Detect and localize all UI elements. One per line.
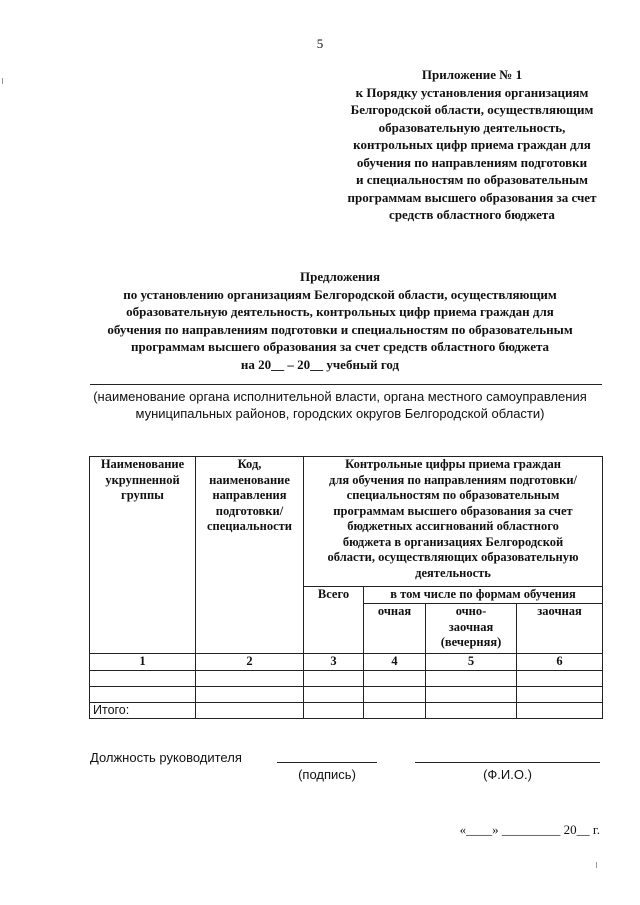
table-cell[interactable] xyxy=(517,702,603,719)
col-number: 5 xyxy=(426,654,517,671)
table-cell[interactable] xyxy=(304,702,364,719)
organ-caption-line: (наименование органа исполнительной власти, органа местного самоуправления xyxy=(93,389,587,404)
col-number: 6 xyxy=(517,654,603,671)
signature-caption: (подпись) xyxy=(298,767,356,782)
col-group-name-header: Наименование укрупненной группы xyxy=(90,457,196,654)
proposal-line: программам высшего образования за счет средств областного бюджета xyxy=(130,339,550,354)
table-cell[interactable] xyxy=(364,686,426,702)
col-part-time-header: очно- заочная (вечерняя) xyxy=(426,604,517,654)
col-number: 1 xyxy=(90,654,196,671)
academic-year: на 20__ – 20__ учебный год xyxy=(240,357,400,372)
col-code-header: Код, наименование направления подготовки/ специальности xyxy=(196,457,304,654)
col-full-time-header: очная xyxy=(364,604,426,654)
appendix-line: к Порядку установления организациям xyxy=(355,84,589,100)
table-cell[interactable] xyxy=(304,686,364,702)
forms-header: в том числе по формам обучения xyxy=(364,587,603,604)
appendix-line: и специальностям по образовательным xyxy=(356,172,588,187)
table-cell[interactable] xyxy=(90,686,196,702)
proposal-title: Предложения xyxy=(299,269,381,284)
col-distance-header: заочная xyxy=(517,604,603,654)
admission-table xyxy=(89,456,603,719)
col-total-header: Всего xyxy=(304,587,364,654)
appendix-line: средств областного бюджета xyxy=(389,207,555,222)
table-cell[interactable] xyxy=(364,702,426,719)
table-cell[interactable] xyxy=(196,702,304,719)
total-row-label: Итого: xyxy=(90,702,196,719)
table-cell[interactable] xyxy=(517,670,603,686)
page-number: 5 xyxy=(316,36,324,51)
organ-name-line[interactable] xyxy=(90,384,602,385)
table-cell[interactable] xyxy=(426,670,517,686)
appendix-line: Приложение № 1 xyxy=(421,67,523,82)
appendix-header xyxy=(330,66,614,224)
table-cell[interactable] xyxy=(196,686,304,702)
proposal-line: образовательную деятельность, контрольных цифр приема граждан для xyxy=(126,304,554,319)
scan-mark xyxy=(596,862,597,868)
proposal-line: обучения по направлениям подготовки и специальностям по образовательным xyxy=(107,321,573,337)
table-cell[interactable] xyxy=(364,670,426,686)
organ-caption-line: муниципальных районов, городских округов Белгородской области) xyxy=(135,406,545,421)
signature-line[interactable] xyxy=(277,762,377,763)
appendix-line: программам высшего образования за счет xyxy=(347,189,597,205)
table-row xyxy=(90,670,603,686)
organ-caption xyxy=(40,388,640,422)
scan-mark xyxy=(2,78,3,84)
full-name-line[interactable] xyxy=(415,762,600,763)
appendix-line: обучения по направлениям подготовки xyxy=(356,154,588,170)
position-label: Должность руководителя xyxy=(90,750,242,765)
col-number: 2 xyxy=(196,654,304,671)
table-cell[interactable] xyxy=(517,686,603,702)
table-total-row xyxy=(90,702,603,719)
col-number: 4 xyxy=(364,654,426,671)
table-row xyxy=(90,686,603,702)
proposal-line: по установлению организациям Белгородской области, осуществляющим xyxy=(123,286,557,302)
proposal-heading xyxy=(40,268,640,356)
appendix-line: контрольных цифр приема граждан для xyxy=(353,137,591,152)
appendix-line: Белгородской области, осуществляющим xyxy=(350,102,594,117)
table-cell[interactable] xyxy=(90,670,196,686)
table-cell[interactable] xyxy=(426,702,517,719)
table-cell[interactable] xyxy=(426,686,517,702)
table-cell[interactable] xyxy=(196,670,304,686)
col-number: 3 xyxy=(304,654,364,671)
admission-figures-header: Контрольные цифры приема граждан для обучения по направлениям подготовки/ специальностям по образовательным программам высшего образования за счет бюджетных ассигнований областного бюджета в организациях Белгородской области, осуществляющих образовательную деятельность xyxy=(304,457,603,587)
full-name-caption: (Ф.И.О.) xyxy=(483,767,532,782)
date-line: «____» _________ 20__ г. xyxy=(459,822,600,837)
table-cell[interactable] xyxy=(304,670,364,686)
appendix-line: образовательную деятельность, xyxy=(378,119,566,135)
